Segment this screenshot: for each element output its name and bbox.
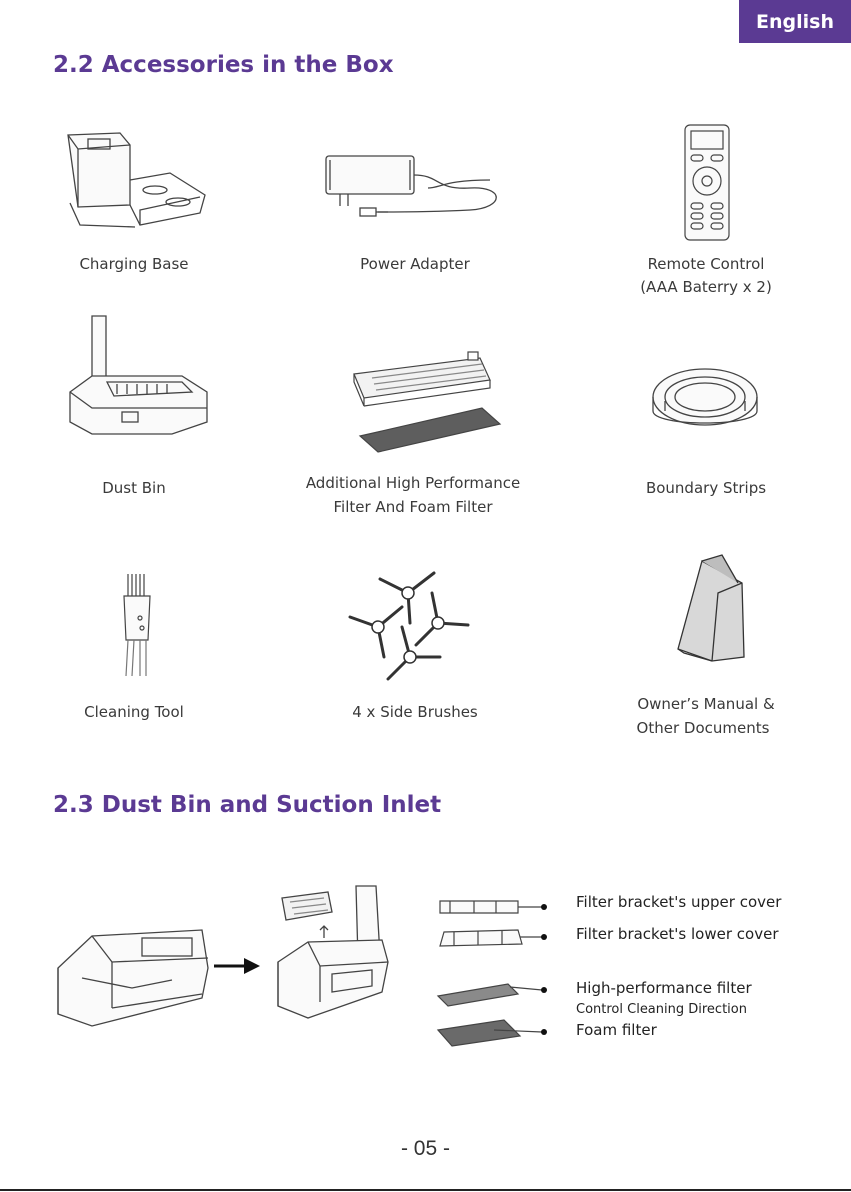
caption-side-brushes: 4 x Side Brushes bbox=[352, 703, 478, 721]
bottom-rule bbox=[0, 1189, 851, 1191]
caption-cleaning-tool: Cleaning Tool bbox=[84, 703, 184, 721]
dust-bin-icon bbox=[62, 312, 212, 437]
charging-base-icon bbox=[60, 125, 210, 235]
section-title-dust-bin: 2.3 Dust Bin and Suction Inlet bbox=[53, 792, 442, 818]
section-title-accessories: 2.2 Accessories in the Box bbox=[53, 52, 394, 78]
caption-boundary-strips: Boundary Strips bbox=[645, 479, 767, 497]
side-brushes-icon bbox=[340, 565, 480, 690]
manual-icon bbox=[672, 553, 752, 663]
arrow-right-icon bbox=[212, 956, 262, 976]
high-performance-filter-icon bbox=[434, 980, 554, 1008]
dust-bin-closed-icon bbox=[52, 918, 212, 1033]
foam-filter-icon bbox=[434, 1014, 554, 1050]
power-adapter-icon bbox=[320, 150, 510, 230]
caption-remote-control: Remote Control bbox=[647, 255, 765, 273]
label-upper-cover: Filter bracket's upper cover bbox=[576, 893, 782, 911]
boundary-strips-icon bbox=[650, 365, 760, 445]
label-high-performance-filter: High-performance filter bbox=[576, 979, 752, 997]
remote-control-icon bbox=[683, 123, 731, 243]
language-tab[interactable]: English bbox=[739, 0, 851, 43]
caption-remote-control-sub: (AAA Baterry x 2) bbox=[640, 278, 772, 296]
filter-upper-cover-icon bbox=[434, 895, 554, 919]
caption-manual: Owner’s Manual & bbox=[637, 695, 775, 713]
dust-bin-open-icon bbox=[272, 882, 392, 1027]
caption-power-adapter: Power Adapter bbox=[360, 255, 470, 273]
label-lower-cover: Filter bracket's lower cover bbox=[576, 925, 779, 943]
caption-manual-sub: Other Documents bbox=[636, 719, 770, 737]
label-foam-filter: Foam filter bbox=[576, 1021, 657, 1039]
caption-dust-bin: Dust Bin bbox=[102, 479, 166, 497]
caption-filters: Additional High Performance bbox=[305, 474, 521, 492]
filters-icon bbox=[342, 350, 502, 458]
page-number: - 05 - bbox=[400, 1137, 450, 1160]
caption-filters-sub: Filter And Foam Filter bbox=[333, 498, 493, 516]
cleaning-tool-icon bbox=[112, 570, 160, 680]
label-cleaning-direction: Control Cleaning Direction bbox=[576, 1002, 747, 1017]
caption-charging-base: Charging Base bbox=[79, 255, 189, 273]
filter-lower-cover-icon bbox=[434, 926, 554, 952]
